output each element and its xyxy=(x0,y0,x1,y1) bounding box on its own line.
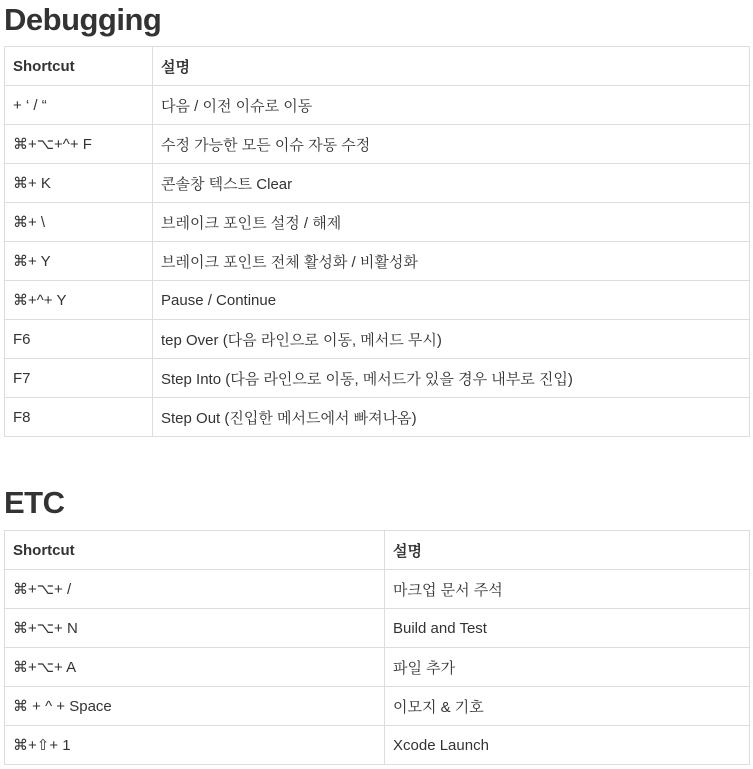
table-header-row xyxy=(5,47,750,86)
table-row xyxy=(5,609,750,648)
table-row xyxy=(5,86,750,125)
table-row xyxy=(5,570,750,609)
table-row xyxy=(5,726,750,765)
shortcut-cell: ⌘+ Y xyxy=(5,242,153,281)
table-row xyxy=(5,281,750,320)
table-header-row xyxy=(5,531,750,570)
section-title-etc: ETC xyxy=(4,485,65,520)
column-header-description: 설명 xyxy=(385,531,750,570)
shortcut-cell: ⌘ + ^ + Space xyxy=(5,687,385,726)
description-cell: 수정 가능한 모든 이슈 자동 수정 xyxy=(153,125,750,164)
table-row xyxy=(5,320,750,359)
shortcut-cell: ⌘+⇧+ 1 xyxy=(5,726,385,765)
table-row xyxy=(5,203,750,242)
table-row xyxy=(5,398,750,437)
description-cell: tep Over (다음 라인으로 이동, 메서드 무시) xyxy=(153,320,750,359)
shortcut-cell: F8 xyxy=(5,398,153,437)
shortcut-cell: ⌘+ \ xyxy=(5,203,153,242)
description-cell: 이모지 & 기호 xyxy=(385,687,750,726)
shortcut-cell: ⌘+⌥+ A xyxy=(5,648,385,687)
description-cell: 마크업 문서 주석 xyxy=(385,570,750,609)
shortcut-cell: + ‘ / “ xyxy=(5,86,153,125)
description-cell: Build and Test xyxy=(385,609,750,648)
table-row xyxy=(5,359,750,398)
section-title-debugging: Debugging xyxy=(4,2,162,37)
shortcut-table-etc xyxy=(4,530,750,765)
shortcut-cell: ⌘+ K xyxy=(5,164,153,203)
table-row xyxy=(5,687,750,726)
shortcut-cell: F7 xyxy=(5,359,153,398)
description-cell: 파일 추가 xyxy=(385,648,750,687)
description-cell: Step Out (진입한 메서드에서 빠져나옴) xyxy=(153,398,750,437)
column-header-shortcut: Shortcut xyxy=(5,531,385,570)
description-cell: Pause / Continue xyxy=(153,281,750,320)
shortcut-table-debugging xyxy=(4,46,750,437)
description-cell: Step Into (다음 라인으로 이동, 메서드가 있을 경우 내부로 진입) xyxy=(153,359,750,398)
shortcut-cell: ⌘+⌥+^+ F xyxy=(5,125,153,164)
shortcut-cell: ⌘+^+ Y xyxy=(5,281,153,320)
column-header-shortcut: Shortcut xyxy=(5,47,153,86)
shortcut-cell: ⌘+⌥+ / xyxy=(5,570,385,609)
shortcut-cell: ⌘+⌥+ N xyxy=(5,609,385,648)
description-cell: 브레이크 포인트 설정 / 해제 xyxy=(153,203,750,242)
table-row xyxy=(5,164,750,203)
description-cell: 다음 / 이전 이슈로 이동 xyxy=(153,86,750,125)
table-row xyxy=(5,648,750,687)
column-header-description: 설명 xyxy=(153,47,750,86)
description-cell: 브레이크 포인트 전체 활성화 / 비활성화 xyxy=(153,242,750,281)
description-cell: 콘솔창 텍스트 Clear xyxy=(153,164,750,203)
table-row xyxy=(5,125,750,164)
description-cell: Xcode Launch xyxy=(385,726,750,765)
shortcut-cell: F6 xyxy=(5,320,153,359)
table-row xyxy=(5,242,750,281)
